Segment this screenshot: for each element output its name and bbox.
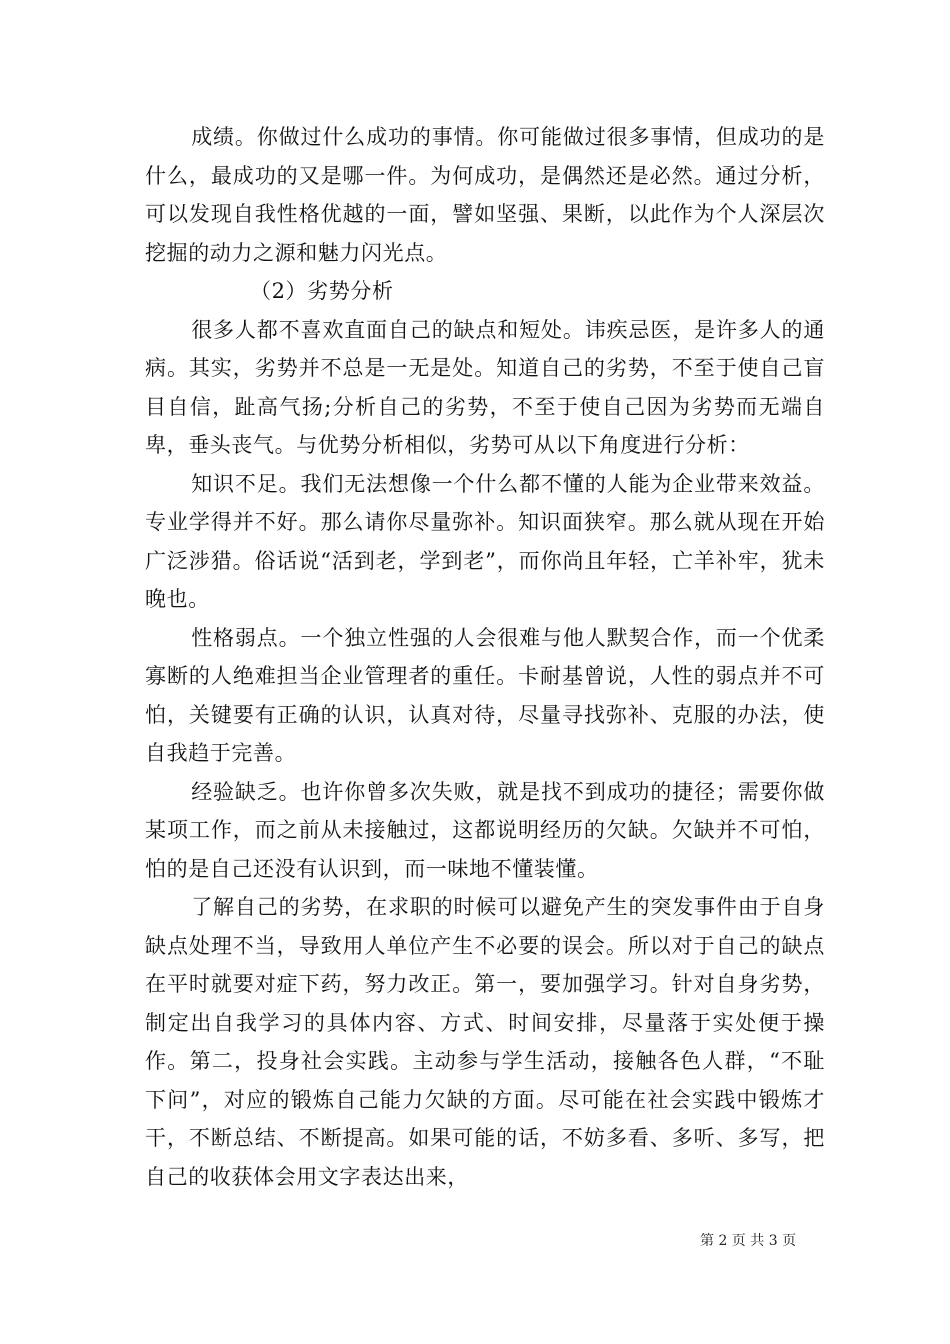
paragraph-personality-weakness: 性格弱点。一个独立性强的人会很难与他人默契合作，而一个优柔寡断的人绝难担当企业管理者的重任。卡耐基曾说，人性的弱点并不可怕，关键要有正确的认识，认真对待，尽量寻找弥补、克服的办法，使自我趋于完善。 <box>145 625 825 765</box>
page-number: 第 2 页 共 3 页 <box>700 1233 797 1249</box>
paragraph-weakness-intro: 很多人都不喜欢直面自己的缺点和短处。讳疾忌医，是许多人的通病。其实，劣势并不总是一无是处。知道自己的劣势，不至于使自己盲目自信，趾高气扬;分析自己的劣势，不至于使自己因为劣势而无端自卑，垂头丧气。与优势分析相似，劣势可从以下角度进行分析： <box>145 317 825 457</box>
paragraph-lack-of-experience: 经验缺乏。也许你曾多次失败，就是找不到成功的捷径；需要你做某项工作，而之前从未接触过，这都说明经历的欠缺。欠缺并不可怕，怕的是自己还没有认识到，而一味地不懂装懂。 <box>145 779 825 881</box>
paragraph-understanding-weaknesses: 了解自己的劣势，在求职的时候可以避免产生的突发事件由于自身缺点处理不当，导致用人单位产生不必要的误会。所以对于自己的缺点在平时就要对症下药，努力改正。第一，要加强学习。针对自身劣势，制定出自我学习的具体内容、方式、时间安排，尽量落于实处便于操作。第二，投身社会实践。主动参与学生活动，接触各色人群，“不耻下问”，对应的锻炼自己能力欠缺的方面。尽可能在社会实践中锻炼才干，不断总结、不断提高。如果可能的话，不妨多看、多听、多写，把自己的收获体会用文字表达出来， <box>145 895 825 1189</box>
paragraph-achievements: 成绩。你做过什么成功的事情。你可能做过很多事情，但成功的是什么，最成功的又是哪一件。为何成功，是偶然还是必然。通过分析，可以发现自我性格优越的一面，譬如坚强、果断，以此作为个人深层次挖掘的动力之源和魅力闪光点。 <box>145 125 825 265</box>
body-text <box>145 118 825 1196</box>
section-heading-weakness-analysis: （2）劣势分析 <box>250 279 394 303</box>
paragraph-knowledge-gap: 知识不足。我们无法想像一个什么都不懂的人能为企业带来效益。专业学得并不好。那么请你尽量弥补。知识面狭窄。那么就从现在开始广泛涉猎。俗话说“活到老，学到老”，而你尚且年轻，亡羊补牢，犹未晚也。 <box>145 471 825 611</box>
